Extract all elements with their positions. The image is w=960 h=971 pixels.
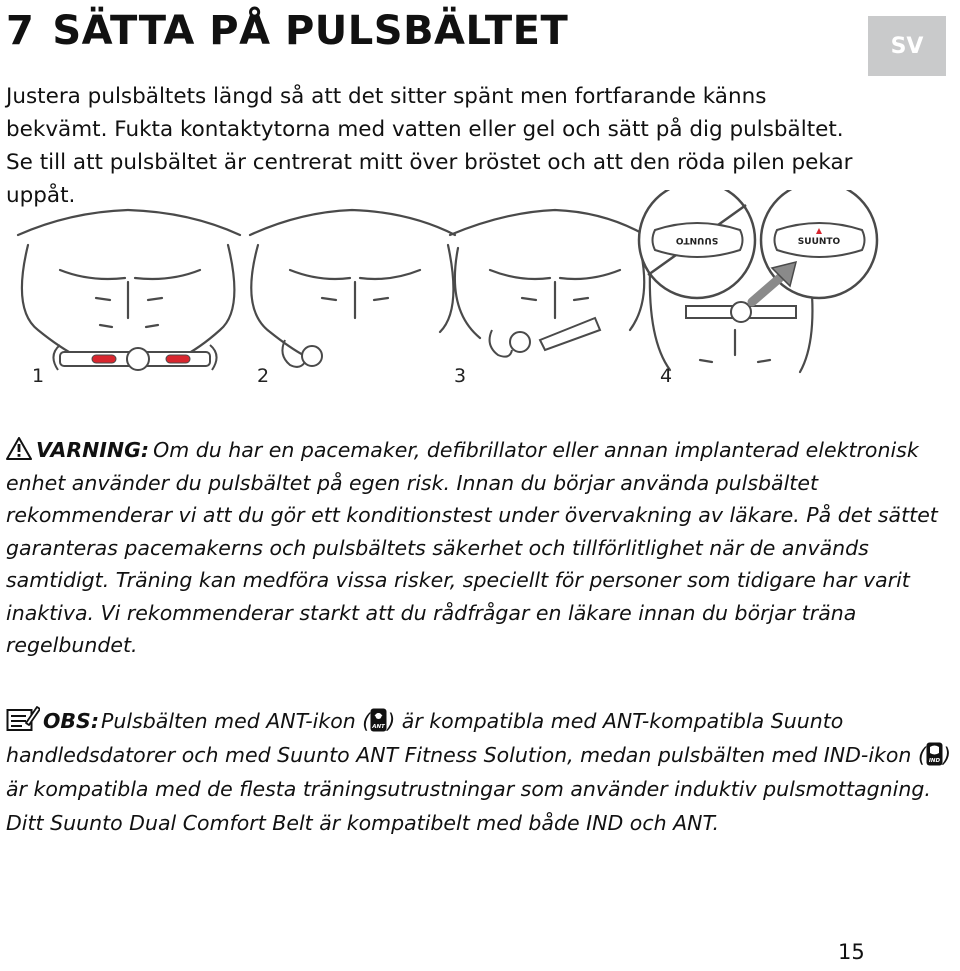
warning-text: Om du har en pacemaker, defibrillator eller annan implanterad elektronisk enhet använder du pulsbältet på egen risk. Innan du börjar använda pulsbältet rekommenderar vi att du gör ett konditionstest under övervakning av läkare. På det sättet garanteras pacemakerns och pulsbältets säkerhet och tillförlitlighet när de används samtidigt. Träning kan medföra vissa risker, speciellt för personer som tidigare har varit inaktiva. Vi rekommenderar starkt att du rådfrågar en läkare innan du börjar träna regelbundet. xyxy=(6,438,938,657)
note-paragraph xyxy=(6,704,956,840)
language-tab: SV xyxy=(868,16,946,76)
belt-instructions-figure xyxy=(0,190,960,400)
ant-icon xyxy=(370,708,387,732)
intro-paragraph: Justera pulsbältets längd så att det sitter spänt men fortfarande känns bekvämt. Fukta kontaktytorna med vatten eller gel och sätt på dig pulsbältet. Se till att pulsbältet är centrerat mitt över bröstet och att den röda pilen pekar uppåt. xyxy=(6,84,853,208)
section-number: 7 xyxy=(6,8,35,54)
step-label-2: 2 xyxy=(257,365,270,387)
torso-step-2 xyxy=(250,210,455,356)
zoom-arrow-icon xyxy=(752,262,796,302)
step-label-4: 4 xyxy=(660,365,673,387)
note-text-part3: ) är kompatibla med de flesta träningsutrustningar som använder induktiv pulsmottagning. Ditt Suunto Dual Comfort Belt är kompatibelt med både IND och ANT. xyxy=(6,743,951,835)
warning-triangle-icon xyxy=(6,437,32,460)
section-heading xyxy=(6,8,568,54)
belt-step-3 xyxy=(490,318,600,357)
torso-step-3 xyxy=(450,210,645,338)
note-pencil-icon xyxy=(6,704,40,732)
ant-icon-label: ANT xyxy=(372,724,386,730)
suunto-logo: SUUNTO xyxy=(797,237,841,247)
suunto-logo-upside-down: SUUNTO xyxy=(675,235,719,245)
ind-icon-label: IND xyxy=(928,758,941,764)
belt-step-4 xyxy=(686,302,796,322)
page-number: 15 xyxy=(838,940,865,964)
warning-label: VARNING: xyxy=(36,438,150,462)
belt-illustration xyxy=(0,190,960,400)
ind-icon xyxy=(926,742,943,766)
contact-pad-left xyxy=(92,355,116,363)
contact-pad-right xyxy=(166,355,190,363)
note-text-part2: ) är kompatibla med ANT-kompatibla Suunto handledsdatorer och med Suunto ANT Fitness Solution, medan pulsbälten med IND-ikon ( xyxy=(6,709,926,767)
warning-paragraph xyxy=(6,434,956,662)
belt-step-1 xyxy=(53,345,216,370)
belt-step-2 xyxy=(282,340,322,367)
step-label-3: 3 xyxy=(454,365,467,387)
step-label-1: 1 xyxy=(32,365,45,387)
section-title: SÄTTA PÅ PULSBÄLTET xyxy=(52,8,569,54)
note-text-part1: Pulsbälten med ANT-ikon ( xyxy=(101,709,371,733)
note-label: OBS: xyxy=(43,709,100,733)
torso-step-1 xyxy=(18,210,240,358)
